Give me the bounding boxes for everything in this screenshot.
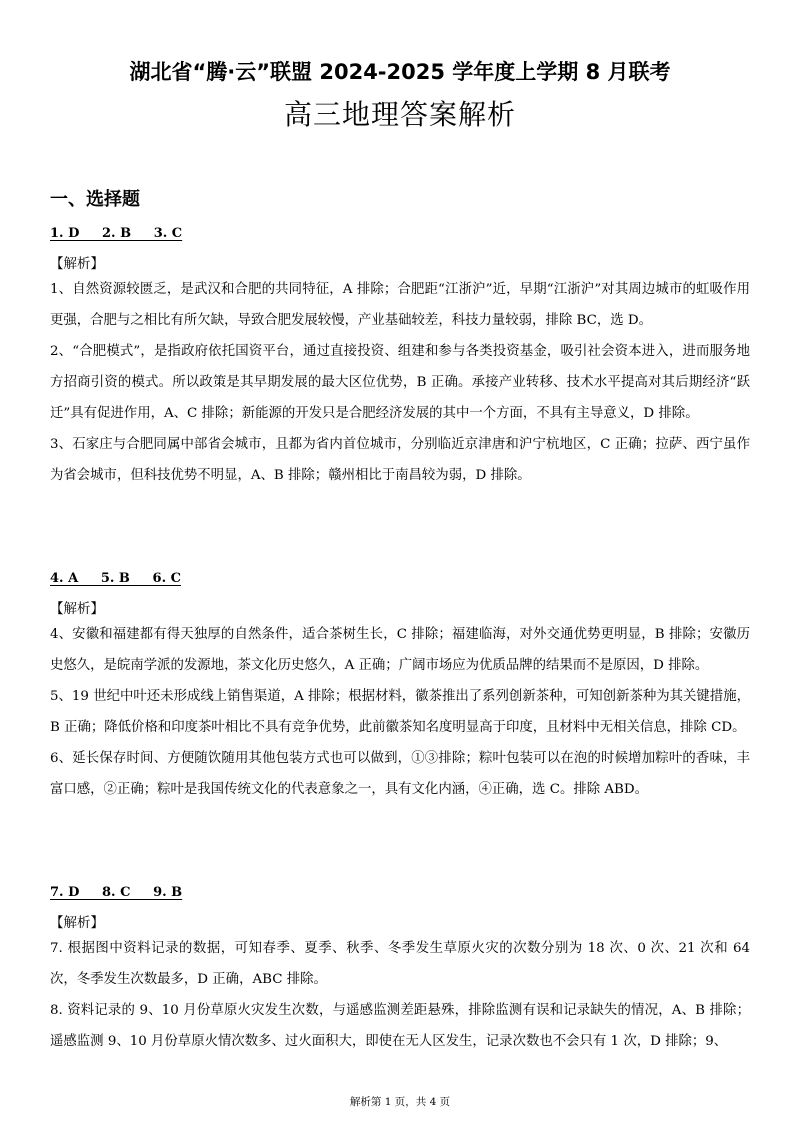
exam-title: 湖北省“腾·云”联盟 2024-2025 学年度上学期 8 月联考 [129, 60, 671, 84]
analysis-label: 【解析】 [50, 601, 104, 617]
analysis-paragraph: 2、“合肥模式”，是指政府依托国资平台，通过直接投资、组建和参与各类投资基金，吸引社会资本进入，进而服务地方招商引资的模式。所以政策是其早期发展的最大区位优势，B 正确。承接产业转移、技术水平提高对其后期经济“跃迁”具有促进作用，A、C 排除；新能源的开发只是合肥经济发展的其中一个方面，不具有主导意义，D 排除。 [50, 344, 750, 421]
analysis-paragraph: 5、19 世纪中叶还未形成线上销售渠道，A 排除；根据材料，徽茶推出了系列创新茶种，可知创新茶种为其关键措施，B 正确；降低价格和印度茶叶相比不具有竞争优势，此前徽茶知名度明显高于印度，且材料中无相关信息，排除 CD。 [50, 689, 750, 735]
answer-group [50, 569, 750, 805]
answer-group [50, 883, 750, 1057]
document-title: 高三地理答案解析 [283, 98, 516, 131]
analysis-paragraph: 4、安徽和福建都有得天独厚的自然条件，适合茶树生长，C 排除；福建临海，对外交通优势更明显，B 排除；安徽历史悠久，是皖南学派的发源地，茶文化历史悠久，A 正确；广阔市场应为优质品牌的结果而不是原因，D 排除。 [50, 627, 750, 673]
answer-key: 7. D 8. C 9. B [50, 885, 183, 900]
analysis-paragraph: 6、延长保存时间、方便随饮随用其他包装方式也可以做到，①③排除；粽叶包装可以在泡的时候增加粽叶的香味，丰富口感，②正确；粽叶是我国传统文化的代表意象之一，具有文化内涵，④正确，选 C。排除 ABD。 [50, 751, 750, 797]
answer-key: 4. A 5. B 6. C [50, 571, 181, 586]
analysis-paragraph: 3、石家庄与合肥同属中部省会城市，且都为省内首位城市，分别临近京津唐和沪宁杭地区，C 正确；拉萨、西宁虽作为省会城市，但科技优势不明显，A、B 排除；赣州相比于南昌较为弱，D 排除。 [50, 437, 750, 483]
analysis-label: 【解析】 [50, 256, 104, 272]
analysis-label: 【解析】 [50, 915, 104, 931]
analysis-paragraph: 8. 资料记录的 9、10 月份草原火灾发生次数，与遥感监测差距悬殊，排除监测有误和记录缺失的情况，A、B 排除；遥感监测 9、10 月份草原火情次数多、过火面积大，即使在无人区发生，记录次数也不会只有 1 次，D 排除；9、 [50, 1003, 750, 1049]
analysis-paragraph: 1、自然资源较匮乏，是武汉和合肥的共同特征，A 排除；合肥距“江浙沪”近，早期“江浙沪”对其周边城市的虹吸作用更强，合肥与之相比有所欠缺，导致合肥发展较慢，产业基础较差，科技力量较弱，排除 BC，选 D。 [50, 282, 750, 328]
section-heading: 一、选择题 [50, 189, 140, 210]
answer-key: 1. D 2. B 3. C [50, 226, 183, 241]
answer-group [50, 224, 750, 491]
analysis-paragraph: 7. 根据图中资料记录的数据，可知春季、夏季、秋季、冬季发生草原火灾的次数分别为 18 次、0 次、21 次和 64 次，冬季发生次数最多，D 正确，ABC 排除。 [50, 941, 750, 987]
page-footer: 解析第 1 页，共 4 页 [349, 1096, 451, 1108]
